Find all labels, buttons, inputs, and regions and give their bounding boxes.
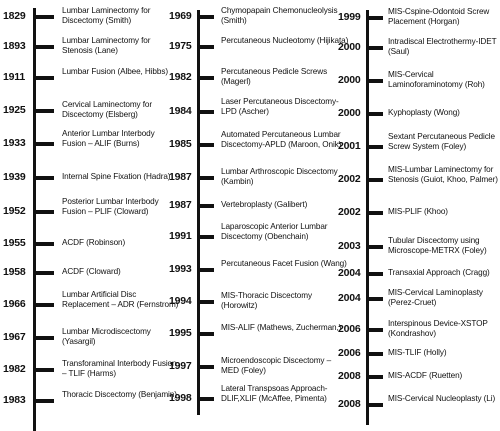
event-tick <box>200 397 214 401</box>
event-tick <box>200 110 214 114</box>
event-year: 1893 <box>3 40 26 52</box>
event-description: Automated Percutaneous Lumbar Discectomy-APLD (Maroon, Onik) <box>221 130 342 149</box>
event-description: Laser Percutaneous Discectomy- LPD (Ascher) <box>221 97 339 116</box>
event-year: 2002 <box>338 173 361 185</box>
event-description: Cervical Laminectomy for Discectomy (Elsberg) <box>62 100 152 119</box>
event-tick <box>369 79 383 83</box>
event-year: 1982 <box>169 71 192 83</box>
event-tick <box>200 143 214 147</box>
event-year: 2000 <box>338 74 361 86</box>
event-year: 1999 <box>338 11 361 23</box>
event-tick <box>36 76 54 80</box>
event-year: 2004 <box>338 292 361 304</box>
event-tick <box>36 242 54 246</box>
event-tick <box>36 15 54 19</box>
event-tick <box>369 112 383 116</box>
event-description: Lumbar Laminectomy for Stenosis (Lane) <box>62 36 151 55</box>
event-tick <box>369 272 383 276</box>
event-tick <box>369 328 383 332</box>
event-tick <box>369 245 383 249</box>
event-description: Intradiscal Electrothermy-IDET (Saul) <box>388 37 497 56</box>
event-year: 2006 <box>338 347 361 359</box>
event-tick <box>36 336 54 340</box>
event-description: Sextant Percutaneous Pedicle Screw System (Foley) <box>388 132 495 151</box>
event-description: Internal Spine Fixation (Hadra) <box>62 172 171 181</box>
event-year: 2003 <box>338 240 361 252</box>
event-tick <box>200 365 214 369</box>
event-description: Transaxial Approach (Cragg) <box>388 268 490 277</box>
event-description: Laparoscopic Anterior Lumbar Discectomy (Obenchain) <box>221 222 328 241</box>
event-description: MIS-TLIF (Holly) <box>388 348 447 357</box>
event-year: 2008 <box>338 398 361 410</box>
event-description: MIS-Cervical Nucleoplasty (Li) <box>388 394 496 403</box>
event-description: MIS-Cervical Laminoplasty (Perez-Cruet) <box>388 288 483 307</box>
event-year: 1991 <box>169 230 192 242</box>
event-year: 1967 <box>3 331 26 343</box>
event-description: Lumbar Artificial Disc Replacement – ADR (Fernstrom) <box>62 290 179 309</box>
event-year: 1958 <box>3 266 26 278</box>
event-tick <box>369 16 383 20</box>
event-tick <box>369 145 383 149</box>
event-tick <box>200 204 214 208</box>
event-description: MIS-Cspine-Odontoid Screw Placement (Horgan) <box>388 7 490 26</box>
event-description: Interspinous Device-XSTOP (Kondrashov) <box>388 319 488 338</box>
event-description: ACDF (Cloward) <box>62 267 121 276</box>
event-description: Kyphoplasty (Wong) <box>388 108 460 117</box>
event-year: 2000 <box>338 107 361 119</box>
event-description: Transforaminal Interbody Fusion – TLIF (Harms) <box>62 359 177 378</box>
event-year: 1939 <box>3 171 26 183</box>
event-tick <box>369 178 383 182</box>
event-year: 1911 <box>3 71 25 83</box>
event-description: Lumbar Microdiscectomy (Yasargil) <box>62 327 151 346</box>
event-year: 2001 <box>338 140 361 152</box>
event-year: 1952 <box>3 205 26 217</box>
event-tick <box>200 176 214 180</box>
event-year: 2006 <box>338 323 361 335</box>
event-tick <box>369 297 383 301</box>
event-tick <box>369 46 383 50</box>
event-tick <box>369 211 383 215</box>
event-description: ACDF (Robinson) <box>62 238 126 247</box>
event-description: MIS-Thoracic Discectomy (Horowitz) <box>221 291 312 310</box>
event-description: Thoracic Discectomy (Benjamin) <box>62 390 177 399</box>
event-description: Lumbar Laminectomy for Discectomy (Smith) <box>62 6 151 25</box>
event-year: 1993 <box>169 263 192 275</box>
event-tick <box>200 76 214 80</box>
event-year: 1925 <box>3 104 26 116</box>
event-description: Percutaneous Facet Fusion (Wang) <box>221 259 347 268</box>
event-year: 1985 <box>169 138 192 150</box>
event-description: Percutaneous Nucleotomy (Hijikata) <box>221 36 349 45</box>
event-year: 1982 <box>3 363 26 375</box>
event-tick <box>36 109 54 113</box>
event-description: Chymopapain Chemonucleolysis (Smith) <box>221 6 338 25</box>
event-year: 1983 <box>3 394 26 406</box>
timeline-axis <box>197 10 200 415</box>
event-tick <box>369 352 383 356</box>
event-tick <box>36 45 54 49</box>
event-year: 1829 <box>3 10 26 22</box>
event-description: Percutaneous Pedicle Screws (Magerl) <box>221 67 328 86</box>
event-year: 1987 <box>169 199 192 211</box>
event-description: Tubular Discectomy using Microscope-METRX (Foley) <box>388 236 487 255</box>
event-tick <box>200 332 214 336</box>
event-tick <box>200 45 214 49</box>
event-description: Vertebroplasty (Galibert) <box>221 200 308 209</box>
event-tick <box>200 268 214 272</box>
event-year: 2008 <box>338 370 361 382</box>
event-year: 1955 <box>3 237 26 249</box>
event-description: Lumbar Fusion (Albee, Hibbs) <box>62 67 168 76</box>
event-description: Microendoscopic Discectomy – MED (Foley) <box>221 356 332 375</box>
event-description: MIS-Lumbar Laminectomy for Stenosis (Guiot, Khoo, Palmer) <box>388 165 498 184</box>
event-year: 2000 <box>338 41 361 53</box>
event-tick <box>200 15 214 19</box>
event-description: MIS-ALIF (Mathews, Zucherman,) <box>221 323 342 332</box>
event-tick <box>36 176 54 180</box>
event-year: 1995 <box>169 327 192 339</box>
event-year: 1966 <box>3 298 26 310</box>
event-tick <box>36 271 54 275</box>
event-description: MIS-Cervical Laminoforaminotomy (Roh) <box>388 70 485 89</box>
event-tick <box>369 375 383 379</box>
event-year: 1969 <box>169 10 192 22</box>
event-tick <box>36 368 54 372</box>
event-year: 1997 <box>169 360 192 372</box>
event-year: 2002 <box>338 206 361 218</box>
event-description: Posterior Lumbar Interbody Fusion – PLIF (Cloward) <box>62 197 159 216</box>
event-tick <box>200 235 214 239</box>
event-year: 1933 <box>3 137 26 149</box>
event-tick <box>36 399 54 403</box>
event-tick <box>36 210 54 214</box>
timeline-axis <box>366 10 369 425</box>
event-tick <box>36 142 54 146</box>
event-description: MIS-ACDF (Ruetten) <box>388 371 463 380</box>
event-year: 1987 <box>169 171 192 183</box>
event-year: 1998 <box>169 392 192 404</box>
event-year: 2004 <box>338 267 361 279</box>
event-description: MIS-PLIF (Khoo) <box>388 207 448 216</box>
event-description: Lateral Transpsoas Approach-DLIF,XLIF (McAffee, Pimenta) <box>221 384 328 403</box>
event-tick <box>200 300 214 304</box>
event-year: 1994 <box>169 295 192 307</box>
event-tick <box>369 403 383 407</box>
event-year: 1975 <box>169 40 192 52</box>
event-tick <box>36 303 54 307</box>
event-year: 1984 <box>169 105 192 117</box>
event-description: Lumbar Arthroscopic Discectomy (Kambin) <box>221 167 338 186</box>
event-description: Anterior Lumbar Interbody Fusion – ALIF (Burns) <box>62 129 155 148</box>
